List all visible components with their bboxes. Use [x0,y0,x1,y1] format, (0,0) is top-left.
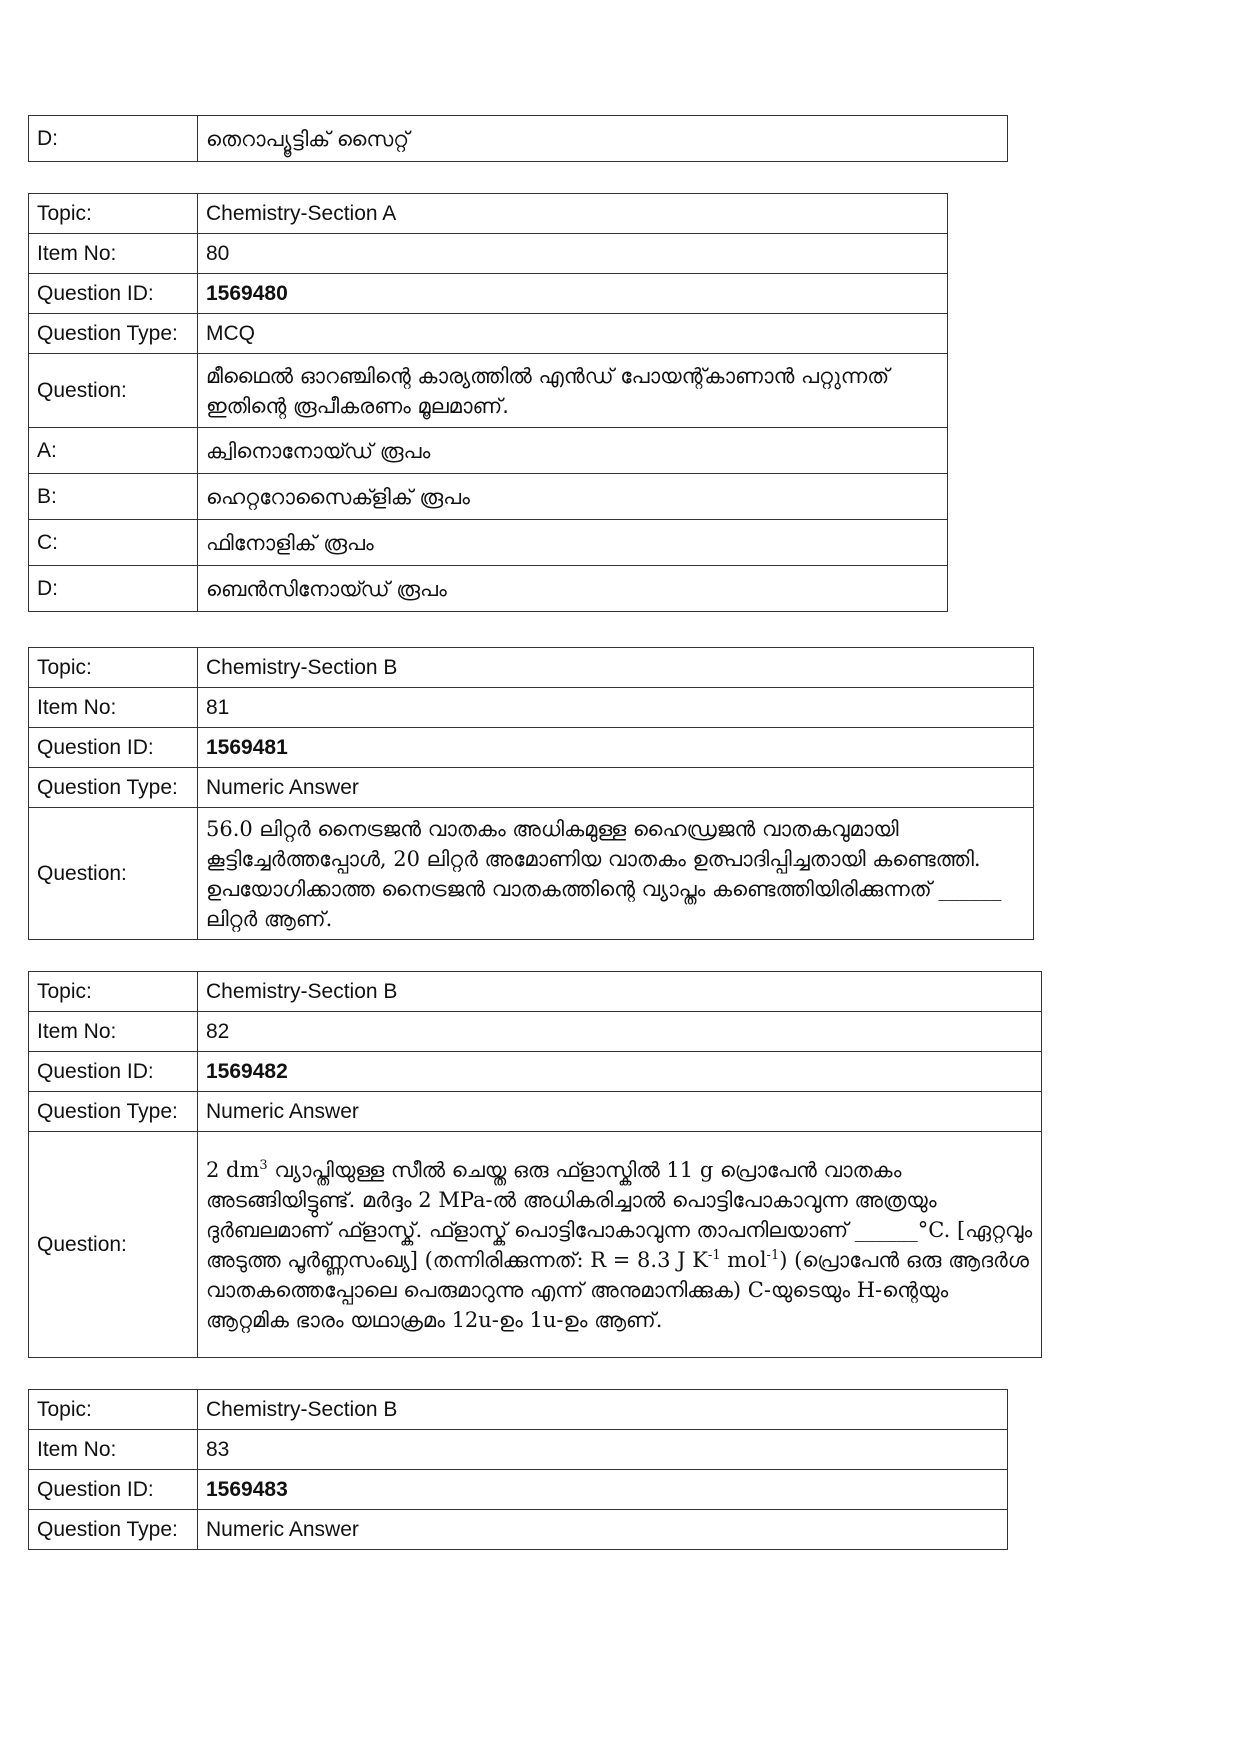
question-type-label: Question Type: [29,1510,198,1550]
item-no-label: Item No: [29,688,198,728]
topic-value: Chemistry-Section A [198,194,948,234]
topic-value: Chemistry-Section B [198,972,1042,1012]
question-type-label: Question Type: [29,314,198,354]
item-no-label: Item No: [29,1012,198,1052]
item-no-label: Item No: [29,234,198,274]
option-a-text: ക്വിനൊനോയ്ഡ് രൂപം [198,428,948,474]
question-id-value: 1569482 [206,1059,288,1083]
option-b-text: ഹെറ്ററോസൈക്ളിക് രൂപം [198,474,948,520]
question-id-label: Question ID: [29,1052,198,1092]
prev-question-table [28,115,1008,162]
question-text-part: ) (പ്രൊപേൻ ഒരു ആദർശ വാതകത്തെപ്പോലെ പെരുമാറുന്നു എന്ന് അനുമാനിക്കുക) C-യുടെയും H-ന്റെയും ആറ്റമിക ഭാരം യഥാക്രമം 12u-ഉം 1u-ഉം ആണ്. [206,1247,1029,1332]
option-c-text: ഫിനോളിക് രൂപം [198,520,948,566]
question-type-value: Numeric Answer [198,768,1034,808]
item-no-value: 83 [198,1430,1008,1470]
item-no-value: 82 [198,1012,1042,1052]
superscript: 3 [259,1157,268,1173]
question-label: Question: [29,808,198,940]
option-d-text: തെറാപ്യൂട്ടിക് സൈറ്റ് [198,116,1008,162]
topic-label: Topic: [29,972,198,1012]
superscript: -1 [707,1247,721,1263]
question-table-83 [28,1389,1008,1550]
item-no-value: 81 [198,688,1034,728]
question-text-part: വ്യാപ്തിയുള്ള സീൽ ചെയ്ത ഒരു ഫ്ളാസ്കിൽ 11 g പ്രൊപേൻ വാതകം അടങ്ങിയിട്ടുണ്ട്. മർദ്ദം 2 MPa-ൽ അധികരിച്ചാൽ പൊട്ടിപോകാവുന്ന അത്രയും ദുർബലമാണ് ഫ്ളാസ്ക്. ഫ്ളാസ്ക് പൊട്ടിപോകാവുന്ന താപനിലയാണ് ______°C. [ഏറ്റവും അടുത്ത പൂർണ്ണസംഖ്യ] (തന്നിരിക്കുന്നത്: R = 8.3 J K [206,1157,1033,1272]
option-d-text: ബെൻസിനോയ്ഡ് രൂപം [198,566,948,612]
superscript: -1 [766,1247,780,1263]
topic-value: Chemistry-Section B [198,1390,1008,1430]
question-table-80 [28,193,948,612]
option-c-label: C: [29,520,198,566]
option-b-label: B: [29,474,198,520]
question-table-81 [28,647,1034,940]
question-id-value: 1569483 [206,1477,288,1501]
topic-value: Chemistry-Section B [198,648,1034,688]
question-type-value: MCQ [198,314,948,354]
question-text-part: 2 dm [206,1157,260,1182]
item-no-label: Item No: [29,1430,198,1470]
question-id-label: Question ID: [29,728,198,768]
question-type-label: Question Type: [29,768,198,808]
option-a-label: A: [29,428,198,474]
question-text [198,1132,1042,1358]
question-id-label: Question ID: [29,274,198,314]
question-id-label: Question ID: [29,1470,198,1510]
question-table-82 [28,971,1042,1358]
topic-label: Topic: [29,194,198,234]
item-no-value: 80 [198,234,948,274]
question-text: 56.0 ലിറ്റർ നൈട്രജൻ വാതകം അധികമുള്ള ഹൈഡ്രജൻ വാതകവുമായി കൂട്ടിച്ചേർത്തപ്പോൾ, 20 ലിറ്റർ അമോണിയ വാതകം ഉത്പാദിപ്പിച്ചതായി കണ്ടെത്തി. ഉപയോഗിക്കാത്ത നൈട്രജൻ വാതകത്തിന്റെ വ്യാപ്തം കണ്ടെത്തിയിരിക്കുന്നത് ______ ലിറ്റർ ആണ്. [198,808,1034,940]
topic-label: Topic: [29,648,198,688]
question-type-value: Numeric Answer [198,1092,1042,1132]
question-id-value: 1569480 [206,281,288,305]
option-d-label: D: [29,116,198,162]
question-type-value: Numeric Answer [198,1510,1008,1550]
question-label: Question: [29,354,198,428]
question-label: Question: [29,1132,198,1358]
question-type-label: Question Type: [29,1092,198,1132]
topic-label: Topic: [29,1390,198,1430]
option-d-label: D: [29,566,198,612]
question-id-value: 1569481 [206,735,288,759]
question-text-part: mol [720,1247,767,1272]
question-text: മീഥൈൽ ഓറഞ്ചിന്റെ കാര്യത്തിൽ എൻഡ് പോയന്റ്കാണാൻ പറ്റുന്നത് ഇതിന്റെ രൂപീകരണം മൂലമാണ്. [198,354,948,428]
